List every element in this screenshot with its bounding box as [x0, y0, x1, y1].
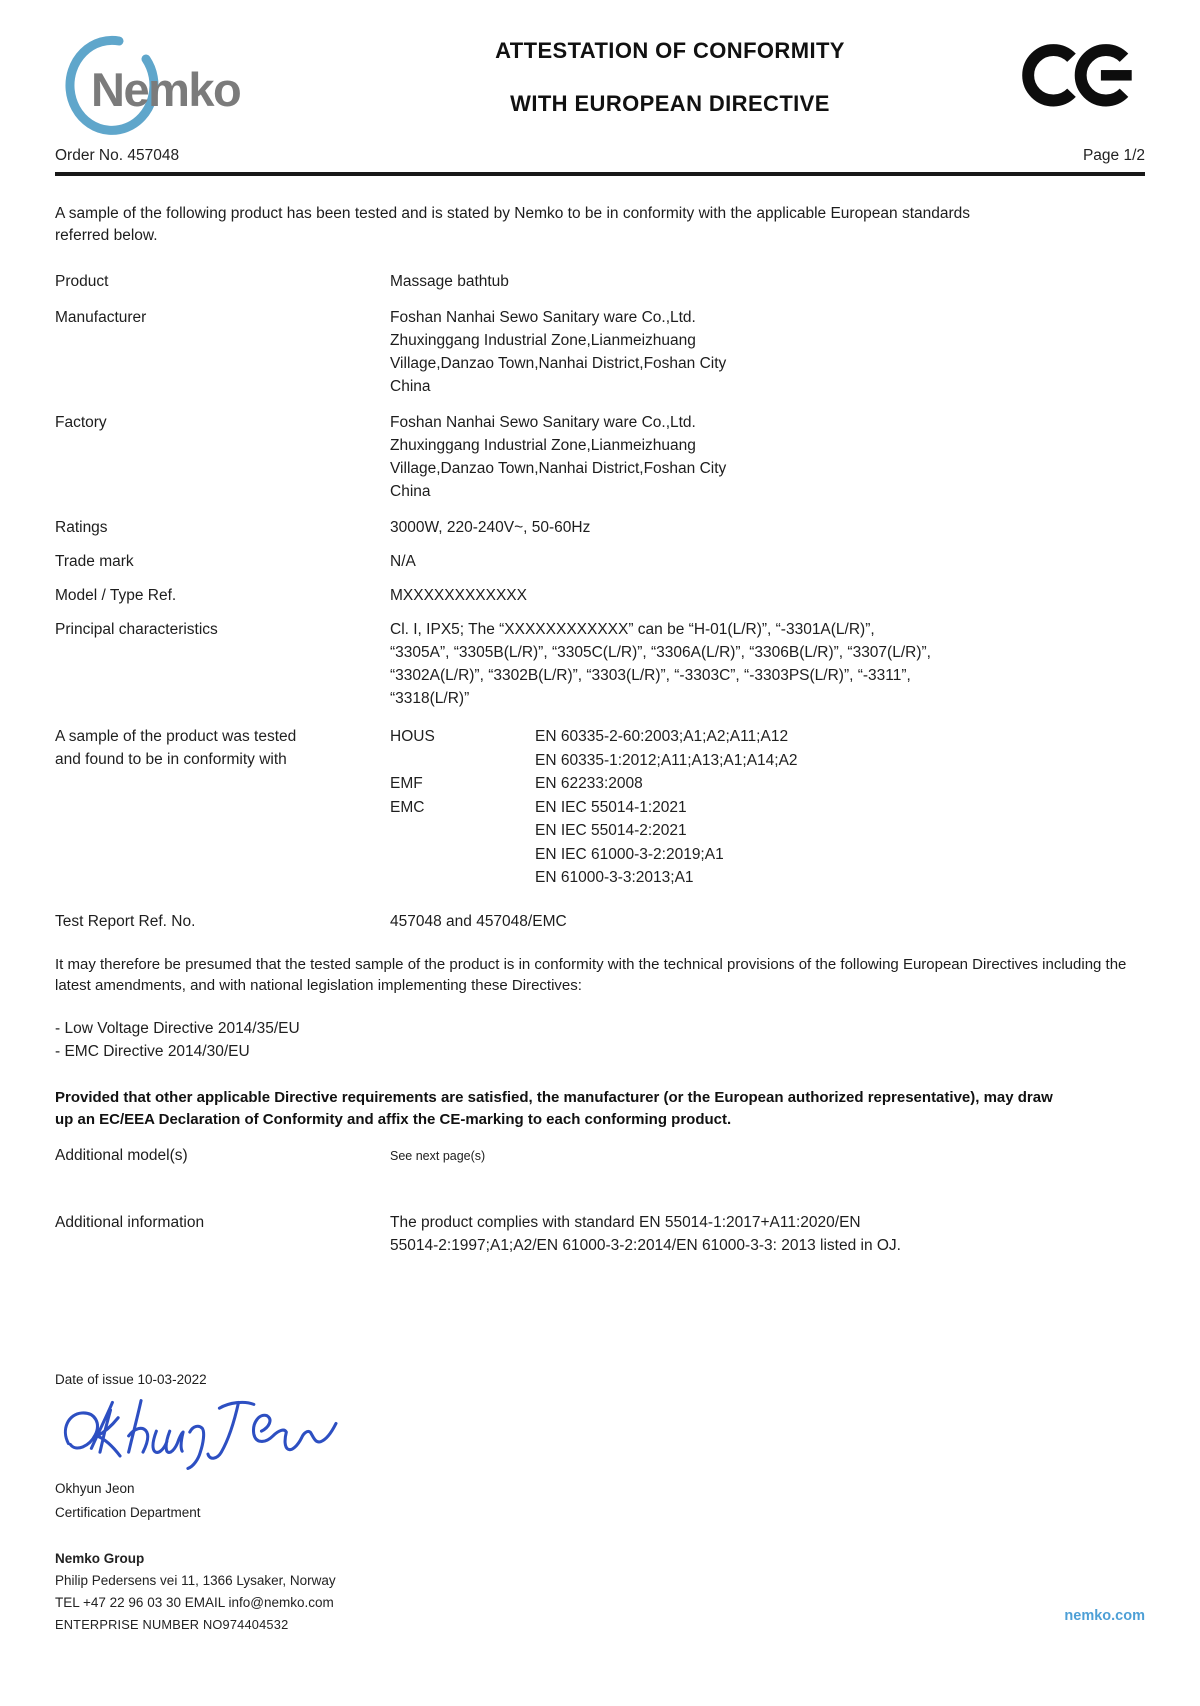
footer-website-link: nemko.com — [1064, 1608, 1145, 1624]
principal-value — [390, 618, 1145, 710]
factory-line: Village,Danzao Town,Nanhai District,Foshan City — [390, 460, 727, 477]
order-number: Order No. 457048 — [55, 147, 180, 164]
signatory-name: Okhyun Jeon — [55, 1481, 135, 1496]
standard-item: EN IEC 55014-2:2021 — [535, 822, 687, 839]
footer-enterprise-number: ENTERPRISE NUMBER NO974404532 — [55, 1617, 289, 1632]
footer — [55, 1548, 336, 1636]
standards-category: EMF — [390, 775, 423, 792]
conformity-label-line: and found to be in conformity with — [55, 751, 287, 768]
field-manufacturer — [55, 306, 1145, 398]
additional-models-value: See next page(s) — [390, 1148, 486, 1163]
standards-list — [535, 725, 798, 772]
ratings-label: Ratings — [55, 519, 108, 536]
standards-group-hous — [390, 725, 1145, 772]
field-test-report — [55, 910, 1145, 933]
footer-company: Nemko Group — [55, 1551, 145, 1566]
additional-info-label: Additional information — [55, 1213, 205, 1231]
field-trademark — [55, 550, 1145, 573]
manufacturer-line: Foshan Nanhai Sewo Sanitary ware Co.,Ltd. — [390, 309, 696, 326]
principal-line: Cl. I, IPX5; The “XXXXXXXXXXXX” can be “H-01(L/R)”, “-3301A(L/R)”, — [390, 621, 875, 638]
test-report-value: 457048 and 457048/EMC — [390, 912, 567, 930]
test-report-label: Test Report Ref. No. — [55, 912, 196, 930]
factory-value — [390, 411, 1145, 503]
standard-item: EN 60335-2-60:2003;A1;A2;A11;A12 — [535, 728, 789, 745]
nemko-logo-icon — [55, 32, 287, 138]
field-additional-information — [55, 1211, 1145, 1257]
product-value: Massage bathtub — [390, 273, 509, 290]
manufacturer-line: Village,Danzao Town,Nanhai District,Foshan City — [390, 355, 727, 372]
model-label: Model / Type Ref. — [55, 587, 177, 604]
signatory-department: Certification Department — [55, 1505, 201, 1520]
nemko-logo-text: Nemko — [91, 63, 241, 116]
standard-item: EN 61000-3-3:2013;A1 — [535, 869, 694, 886]
nemko-logo — [55, 26, 340, 143]
factory-line: China — [390, 483, 431, 500]
date-of-issue: Date of issue 10-03-2022 — [55, 1372, 207, 1387]
additional-models-label: Additional model(s) — [55, 1146, 188, 1164]
field-additional-models — [55, 1144, 1145, 1167]
additional-info-line: The product complies with standard EN 55014-1:2017+A11:2020/EN — [390, 1213, 861, 1231]
ce-mark — [1000, 26, 1145, 122]
factory-label: Factory — [55, 414, 107, 431]
header-divider — [55, 172, 1145, 176]
directive-item: - Low Voltage Directive 2014/35/EU — [55, 1019, 300, 1037]
additional-info-value — [390, 1211, 1145, 1257]
conformity-label-line: A sample of the product was tested — [55, 728, 297, 745]
standard-item: EN IEC 61000-3-2:2019;A1 — [535, 845, 724, 863]
signature-block — [55, 1372, 357, 1520]
footer-address: Philip Pedersens vei 11, 1366 Lysaker, Norway — [55, 1573, 336, 1588]
ratings-value: 3000W, 220-240V~, 50-60Hz — [390, 519, 591, 536]
provided-paragraph: Provided that other applicable Directive requirements are satisfied, the manufacturer (or the European authorized representative), may draw up an EC/EEA Declaration of Conformity and affix the CE-marking to each conforming product. — [55, 1088, 1053, 1128]
directive-item: - EMC Directive 2014/30/EU — [55, 1042, 250, 1060]
order-row — [55, 147, 1145, 165]
principal-line: “3302A(L/R)”, “3302B(L/R)”, “3303(L/R)”, “-3303C”, “-3303PS(L/R)”, “-3311”, — [390, 667, 911, 684]
conformity-label — [55, 725, 390, 890]
directives-list — [55, 1017, 1145, 1063]
additional-info-line: 55014-2:1997;A1;A2/EN 61000-3-2:2014/EN 61000-3-3: 2013 listed in OJ. — [390, 1236, 901, 1254]
manufacturer-label: Manufacturer — [55, 309, 147, 326]
principal-line: “3318(L/R)” — [390, 690, 470, 707]
ce-mark-icon — [1005, 30, 1145, 122]
presumption-paragraph: It may therefore be presumed that the tested sample of the product is in conformity with the technical provisions of the following European Directives including the latest amendments, and with national legislation implementing these Directives: — [55, 955, 1127, 994]
principal-line: “3305A”, “3305B(L/R)”, “3305C(L/R)”, “3306A(L/R)”, “3306B(L/R)”, “3307(L/R)”, — [390, 644, 931, 661]
standard-item: EN 62233:2008 — [535, 775, 643, 792]
header — [55, 26, 1145, 143]
title-line-2: WITH EUROPEAN DIRECTIVE — [510, 91, 830, 116]
factory-line: Zhuxinggang Industrial Zone,Lianmeizhuang — [390, 437, 696, 454]
field-ratings — [55, 516, 1145, 539]
standards-group-emc — [390, 796, 1145, 890]
field-model — [55, 584, 1145, 607]
trademark-label: Trade mark — [55, 553, 134, 570]
intro-paragraph: A sample of the following product has been tested and is stated by Nemko to be in conformity with the applicable European standards referred below. — [55, 205, 971, 244]
manufacturer-line: China — [390, 378, 431, 395]
document-title — [340, 26, 1000, 117]
footer-contact: TEL +47 22 96 03 30 EMAIL info@nemko.com — [55, 1595, 334, 1610]
signature-handwriting — [57, 1391, 357, 1477]
standard-item: EN IEC 55014-1:2021 — [535, 798, 687, 816]
product-label: Product — [55, 273, 109, 290]
standards-category: EMC — [390, 798, 425, 816]
manufacturer-value — [390, 306, 1145, 398]
standard-item: EN 60335-1:2012;A11;A13;A1;A14;A2 — [535, 751, 798, 769]
standards-groups — [390, 725, 1145, 890]
field-principal-characteristics — [55, 618, 1145, 710]
page-indicator: Page 1/2 — [1082, 147, 1145, 164]
standards-category: HOUS — [390, 728, 435, 745]
field-product — [55, 270, 1145, 293]
trademark-value: N/A — [390, 553, 416, 570]
conformity-standards-section — [55, 725, 1145, 890]
principal-label: Principal characteristics — [55, 621, 218, 638]
field-factory — [55, 411, 1145, 503]
standards-list — [535, 796, 724, 890]
title-line-1: ATTESTATION OF CONFORMITY — [495, 38, 845, 63]
standards-group-emf — [390, 772, 1145, 796]
fields-section — [55, 270, 1145, 710]
factory-line: Foshan Nanhai Sewo Sanitary ware Co.,Ltd. — [390, 414, 696, 431]
standards-list — [535, 772, 643, 796]
manufacturer-line: Zhuxinggang Industrial Zone,Lianmeizhuang — [390, 332, 696, 349]
model-value: MXXXXXXXXXXXX — [390, 587, 527, 604]
